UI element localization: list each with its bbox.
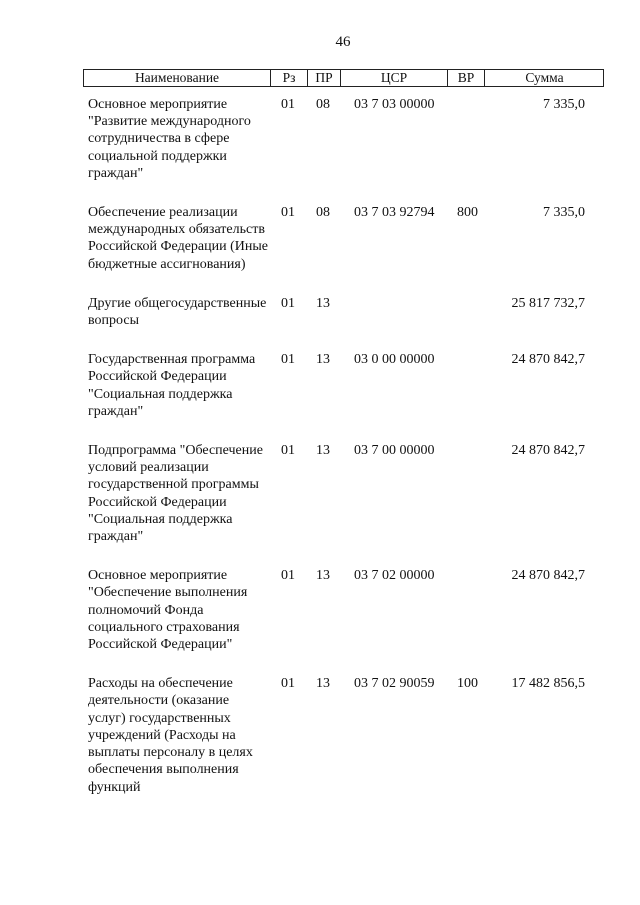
row-sum: 24 870 842,7 [511,443,585,459]
row-name: Другие общегосударственные вопросы [88,295,267,329]
header-rz: Рз [270,70,307,86]
row-csr: 03 7 03 00000 [354,97,435,112]
header-vr: ВР [447,70,484,86]
table-row [0,675,640,795]
row-sum: 17 482 856,5 [511,676,585,692]
table-row [0,351,640,420]
row-sum: 24 870 842,7 [511,352,585,368]
header-name: Наименование [134,70,220,85]
row-name: Расходы на обеспечение деятельности (оказание услуг) государственных учреждений (Расходы на выплаты персоналу в целях обеспечения выполнения функций [88,676,253,795]
table-row [0,295,640,329]
table-body [0,96,640,796]
row-pr: 08 [316,97,330,112]
row-pr: 13 [316,352,330,368]
row-pr: 13 [316,295,330,311]
row-csr: 03 7 02 00000 [354,568,435,584]
row-pr: 13 [316,443,330,459]
header-pr: ПР [307,70,340,86]
table-header [83,69,604,87]
row-rz: 01 [281,205,295,221]
row-csr: 03 7 00 00000 [354,443,435,459]
header-csr: ЦСР [340,70,447,86]
row-pr: 13 [316,676,330,692]
row-pr: 08 [316,205,330,221]
row-name: Государственная программа Российской Федерации "Социальная поддержка граждан" [88,352,256,419]
row-name: Подпрограмма "Обеспечение условий реализации государственной программы Российской Федерации "Социальная поддержка граждан" [88,443,263,545]
table-row [0,96,640,182]
row-sum: 25 817 732,7 [511,295,585,311]
table-row [0,204,640,273]
row-rz: 01 [281,443,295,459]
table-row [0,442,640,545]
row-csr: 03 7 03 92794 [354,205,435,221]
row-name: Обеспечение реализации международных обязательств Российской Федерации (Иные бюджетные ассигнования) [88,205,268,272]
row-rz: 01 [281,97,295,112]
row-csr: 03 7 02 90059 [354,676,435,692]
row-sum: 7 335,0 [543,97,585,112]
row-rz: 01 [281,352,295,368]
row-rz: 01 [281,676,295,692]
row-csr: 03 0 00 00000 [354,352,435,368]
row-sum: 7 335,0 [543,205,585,221]
row-vr: 100 [457,676,478,692]
row-rz: 01 [281,568,295,584]
row-vr: 800 [457,205,478,221]
table-row [0,567,640,653]
header-sum: Сумма [484,70,604,86]
row-name: Основное мероприятие "Развитие международного сотрудничества в сфере социальной поддержки граждан" [88,97,251,181]
row-sum: 24 870 842,7 [511,568,585,584]
page-number: 46 [335,34,351,50]
row-name: Основное мероприятие "Обеспечение выполнения полномочий Фонда социального страхования Российской Федерации" [88,568,248,653]
row-rz: 01 [281,295,295,311]
row-pr: 13 [316,568,330,584]
